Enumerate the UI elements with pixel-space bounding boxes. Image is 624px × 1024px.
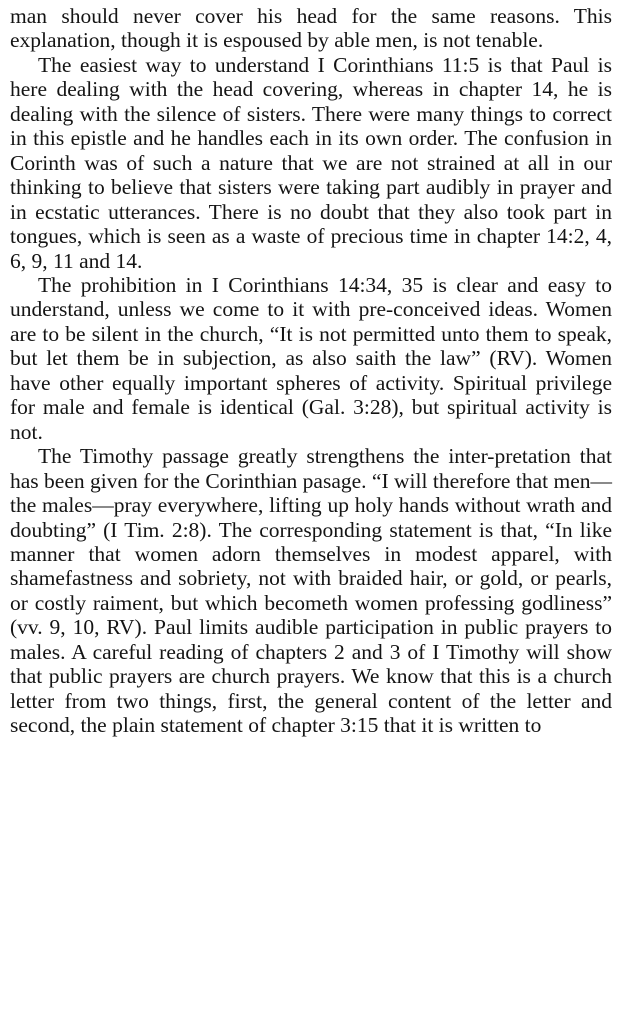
paragraph-continuation: man should never cover his head for the same reasons. This explanation, though it is espoused by able men, is not tenable. bbox=[10, 4, 612, 53]
paragraph-corinthians-11: The easiest way to understand I Corinthians 11:5 is that Paul is here dealing with the head covering, whereas in chapter 14, he is dealing with the silence of sisters. There were many things to correct in this epistle and he handles each in its own order. The confusion in Corinth was of such a nature that we are not strained at all in our thinking to believe that sisters were taking part audibly in prayer and in ecstatic utterances. There is no doubt that they also took part in tongues, which is seen as a waste of precious time in chapter 14:2, 4, 6, 9, 11 and 14. bbox=[10, 52, 612, 273]
paragraph-timothy-passage: The Timothy passage greatly strengthens the inter-pretation that has been given for the Corinthian pasage. “I will therefore that men—the males—pray everywhere, lifting up holy hands without wrath and doubting” (I Tim. 2:8). The corresponding statement is that, “In like manner that women adorn themselves in modest apparel, with shamefastness and sobriety, not with braided hair, or gold, or pearls, or costly raiment, but which becometh women professing godliness” (vv. 9, 10, RV). Paul limits audible participation in public prayers to males. A careful reading of chapters 2 and 3 of I Timothy will show that public prayers are church prayers. We know that this is a church letter from two things, first, the general content of the letter and second, the plain statement of chapter 3:15 that it is written to bbox=[10, 444, 612, 738]
document-page bbox=[10, 4, 612, 738]
paragraph-prohibition: The prohibition in I Corinthians 14:34, 35 is clear and easy to understand, unless we come to it with pre-conceived ideas. Women are to be silent in the church, “It is not permitted unto them to speak, but let them be in subjection, as also saith the law” (RV). Women have other equally important spheres of activity. Spiritual privilege for male and female is identical (Gal. 3:28), but spiritual activity is not. bbox=[10, 272, 612, 444]
